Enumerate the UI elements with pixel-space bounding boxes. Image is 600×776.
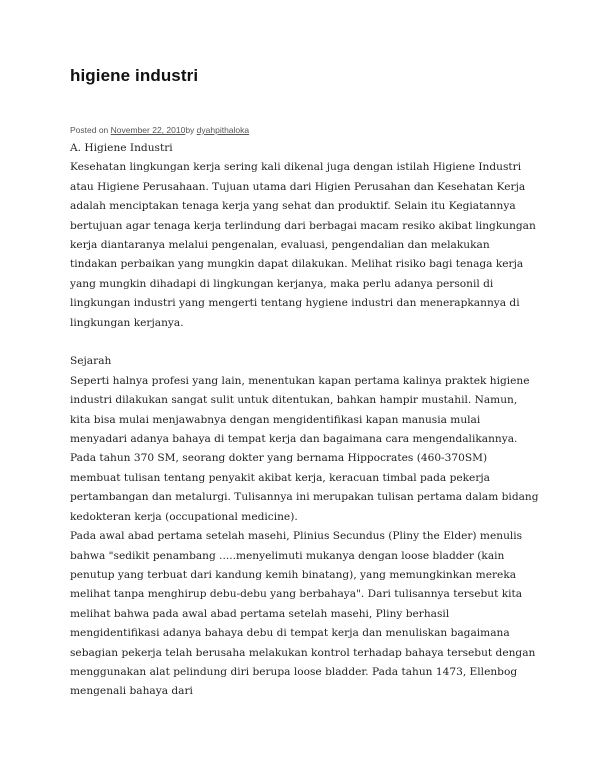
post-date-link[interactable]: November 22, 2010 xyxy=(110,125,186,135)
posted-on-label: Posted on xyxy=(70,125,111,135)
post-content xyxy=(70,139,540,702)
paragraph-history-1: Seperti halnya profesi yang lain, menentukan kapan pertama kalinya praktek higiene industri dilakukan sangat sulit untuk ditentukan, bahkan hampir mustahil. Namun, kita bisa mulai menjawabnya dengan mengidentifikasi kapan manusia mulai menyadari adanya bahaya di tempat kerja dan bagaimana cara mengendalikannya. xyxy=(70,374,530,446)
paragraph-history-3: Pada awal abad pertama setelah masehi, Plinius Secundus (Pliny the Elder) menulis bahwa "sedikit penambang .....menyelimuti mukanya dengan loose bladder (kain penutup yang terbuat dari kandung kemih binatang), yang memungkinkan mereka melihat tanpa menghirup debu-debu yang berbahaya". Dari tulisannya tersebut kita melihat bahwa pada awal abad pertama setelah masehi, Pliny berhasil mengidentifikasi adanya bahaya debu di tempat kerja dan menuliskan bagaimana sebagian pekerja telah berusaha melakukan kontrol terhadap bahaya tersebut dengan menggunakan alat pelindung diri berupa loose bladder. Pada tahun 1473, Ellenbog mengenali bahaya dari xyxy=(70,530,536,698)
author-link[interactable]: dyahpithaloka xyxy=(196,125,250,135)
paragraph-intro: Kesehatan lingkungan kerja sering kali dikenal juga dengan istilah Higiene Industri atau Higiene Perusahaan. Tujuan utama dari Higien Perusahan dan Kesehatan Kerja adalah menciptakan tenaga kerja yang sehat dan produktif. Selain itu Kegiatannya bertujuan agar tenaga kerja terlindung dari berbagai macam resiko akibat lingkungan kerja diantaranya melalui pengenalan, evaluasi, pengendalian dan melakukan tindakan perbaikan yang mungkin dapat dilakukan. Melihat risiko bagi tenaga kerja yang mungkin dihadapi di lingkungan kerjanya, maka perlu adanya personil di lingkungan industri yang mengerti tentang hygiene industri dan menerapkannya di lingkungan kerjanya. xyxy=(70,161,536,329)
paragraph-history-2: Pada tahun 370 SM, seorang dokter yang bernama Hippocrates (460-370SM) membuat tulisan tentang penyakit akibat kerja, keracuan timbal pada pekerja pertambangan dan metalurgi. Tulisannya ini merupakan tulisan pertama dalam bidang kedokteran kerja (occupational medicine). xyxy=(70,452,539,523)
paragraph-spacer xyxy=(70,333,540,352)
section-heading-higiene: A. Higiene Industri xyxy=(70,142,173,154)
by-label: by xyxy=(185,125,197,135)
section-heading-sejarah: Sejarah xyxy=(70,355,112,368)
post-meta xyxy=(70,125,249,135)
post-title: higiene industri xyxy=(70,66,199,85)
